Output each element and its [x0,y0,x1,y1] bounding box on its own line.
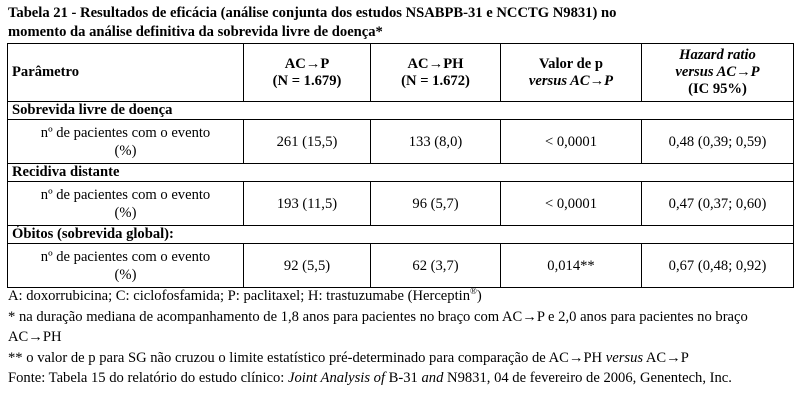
footnote-abbreviations [8,286,794,307]
cell-pvalue: < 0,0001 [501,120,642,164]
header-acph-name: AC→PH [407,55,464,72]
row-label-line-1: nº de pacientes com o evento [40,248,211,265]
abbreviations-close: ) [476,288,482,304]
section-row-distant-recurrence [8,164,794,182]
registered-mark: ® [470,286,477,297]
header-acp-n: (N = 1.679) [272,72,342,89]
table-footnotes [8,286,794,389]
cell-pvalue: < 0,0001 [501,182,642,226]
row-label [8,120,244,164]
table-caption [8,4,794,42]
abbreviations-text: A: doxorrubicina; C: ciclofosfamida; P: paclitaxel; H: trastuzumabe (Herceptin [8,288,470,304]
section-row-dfs [8,102,794,120]
row-label [8,182,244,226]
header-acp-name: AC→P [284,55,330,72]
section-row-deaths [8,226,794,244]
table-row [8,244,794,288]
header-hr-title: Hazard ratio [679,47,756,63]
header-hazard-ratio [642,44,794,102]
row-label [8,244,244,288]
row-label-line-2: (%) [114,266,137,283]
section-title: Óbitos (sobrevida global): [8,226,794,244]
header-parametro: Parâmetro [8,44,244,102]
efficacy-results-table [7,43,794,288]
cell-acp: 193 (11,5) [244,182,371,226]
footnote-source: Fonte: Tabela 15 do relatório do estudo clínico: Joint Analysis of B-31 and N9831, 04 de fevereiro de 2006, Genentech, Inc. [8,370,732,386]
cell-acp: 92 (5,5) [244,244,371,288]
caption-line-2: momento da análise definitiva da sobrevida livre de doença* [8,24,383,40]
section-title: Sobrevida livre de doença [8,102,794,120]
row-label-line-2: (%) [114,142,137,159]
header-pvalue-versus: versus AC→P [528,72,614,89]
footnote-median-followup: * na duração mediana de acompanhamento de 1,8 anos para pacientes no braço com AC→P e 2,0 anos para pacientes no braço AC→PH [8,308,748,345]
table-row [8,120,794,164]
cell-acph: 133 (8,0) [371,120,501,164]
section-title: Recidiva distante [8,164,794,182]
cell-acp: 261 (15,5) [244,120,371,164]
header-pvalue [501,44,642,102]
row-label-line-1: nº de pacientes com o evento [40,124,211,141]
cell-hazard-ratio: 0,47 (0,37; 0,60) [642,182,794,226]
caption-line-1: Tabela 21 - Resultados de eficácia (análise conjunta dos estudos NSABPB-31 e NCCTG N9831) no [8,5,617,21]
header-hr-ci: (IC 95%) [688,81,747,97]
header-acp [244,44,371,102]
cell-acph: 62 (3,7) [371,244,501,288]
row-label-line-2: (%) [114,204,137,221]
header-hr-versus: versus AC→P [675,64,760,80]
header-acph-n: (N = 1.672) [401,72,470,89]
table-header-row [8,44,794,102]
header-acph [371,44,501,102]
footnote-pvalue-limit: ** o valor de p para SG não cruzou o limite estatístico pré-determinado para comparação de AC→PH versus AC→P [8,349,689,366]
cell-pvalue: 0,014** [501,244,642,288]
table-row [8,182,794,226]
cell-hazard-ratio: 0,67 (0,48; 0,92) [642,244,794,288]
cell-hazard-ratio: 0,48 (0,39; 0,59) [642,120,794,164]
header-pvalue-title: Valor de p [538,55,604,72]
row-label-line-1: nº de pacientes com o evento [40,186,211,203]
cell-acph: 96 (5,7) [371,182,501,226]
